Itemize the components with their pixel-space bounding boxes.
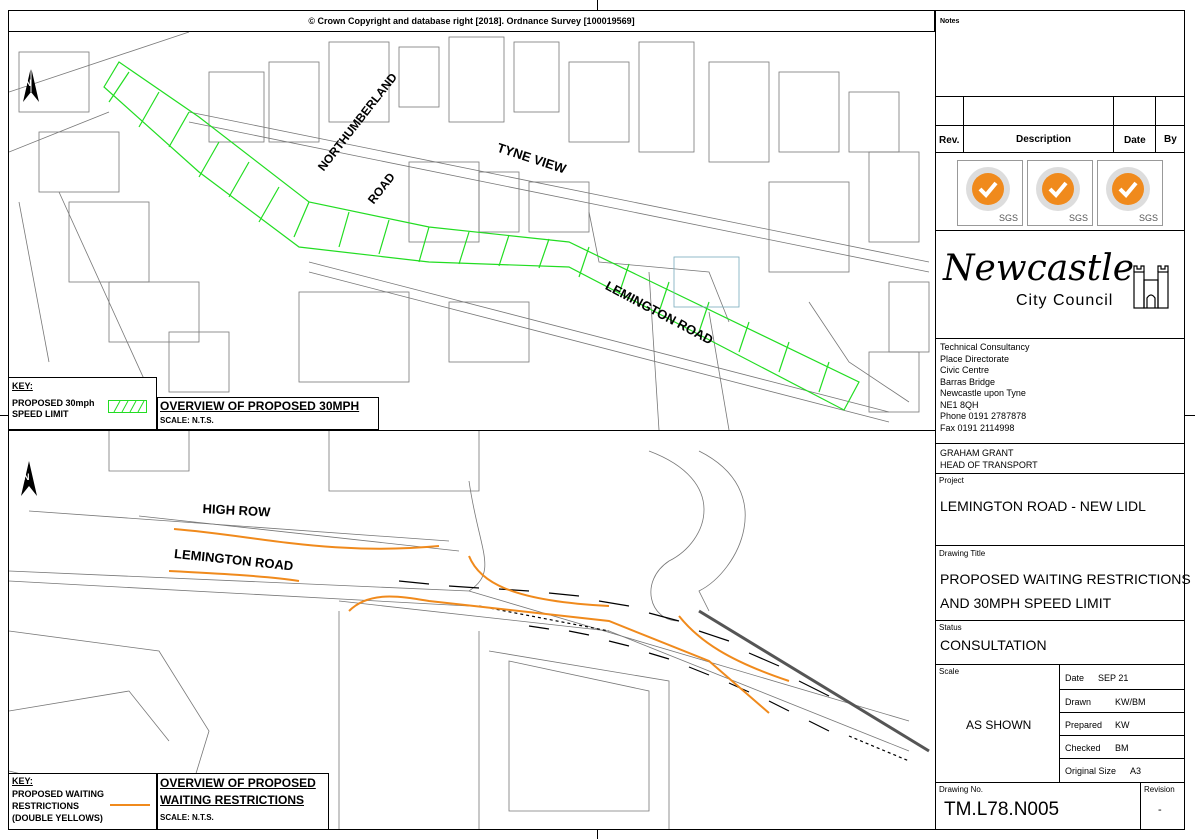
cert-badge-1-label: SGS xyxy=(998,213,1018,223)
top-key-swatch xyxy=(108,400,148,414)
castle-icon xyxy=(1130,258,1172,310)
drawing-no-value: TM.L78.N005 xyxy=(944,799,1060,820)
road-label-road: ROAD xyxy=(365,170,398,207)
drawing-no-label: Drawing No. xyxy=(939,785,984,794)
council-logo-wordmark: Newcastle xyxy=(943,248,1135,289)
project-value: LEMINGTON ROAD - NEW LIDL xyxy=(940,498,1146,514)
revision-label: Revision xyxy=(1144,785,1175,794)
bottom-key-swatch xyxy=(110,804,150,806)
road-label-tyne-view: TYNE VIEW xyxy=(495,140,569,177)
scale-label: Scale xyxy=(939,667,960,676)
drawing-no-divider xyxy=(935,782,1185,783)
border-tick-bottom xyxy=(597,830,598,839)
bottom-map-drawing xyxy=(9,431,935,829)
top-map-drawing xyxy=(9,32,935,430)
rev-table-row1 xyxy=(935,96,1185,126)
rev-header-description: Description xyxy=(1016,134,1072,145)
head-title: HEAD OF TRANSPORT xyxy=(940,460,1038,470)
svg-text:N: N xyxy=(25,78,32,88)
address-line: Barras Bridge xyxy=(940,376,996,387)
drawn-label: Drawn xyxy=(1065,697,1092,707)
meta-col-divider xyxy=(1059,664,1060,782)
meta-row-3 xyxy=(1059,735,1185,736)
status-value: CONSULTATION xyxy=(940,637,1047,653)
top-map xyxy=(9,32,935,430)
prepared-label: Prepared xyxy=(1065,720,1103,730)
address-line: NE1 8QH xyxy=(940,399,979,410)
drawn-value: KW/BM xyxy=(1115,697,1146,707)
rev-header-date: Date xyxy=(1124,135,1146,146)
road-label-lemington-road-bottom: LEMINGTON ROAD xyxy=(173,546,295,574)
border-tick-top xyxy=(597,0,598,10)
bottom-map xyxy=(9,431,935,829)
council-logo-subtitle: City Council xyxy=(1016,292,1114,309)
head-name: GRAHAM GRANT xyxy=(940,448,1014,458)
drawing-title-line2: AND 30MPH SPEED LIMIT xyxy=(940,595,1112,611)
top-map-scale: SCALE: N.T.S. xyxy=(160,416,214,425)
rev-header-by: By xyxy=(1164,134,1177,145)
scale-value: AS SHOWN xyxy=(966,718,1032,732)
rev-header-rev: Rev. xyxy=(939,135,960,146)
bottom-key-line2: RESTRICTIONS xyxy=(12,801,80,811)
cert-badge-3-label: SGS xyxy=(1138,213,1158,223)
cert-badge-3 xyxy=(1097,160,1163,226)
address-line: Fax 0191 2114998 xyxy=(940,422,1015,433)
address-line: Civic Centre xyxy=(940,365,990,375)
date-label: Date xyxy=(1065,673,1085,683)
north-arrow xyxy=(23,67,39,102)
meta-row-4 xyxy=(1059,758,1185,759)
svg-text:N: N xyxy=(23,472,30,482)
bottom-map-scale: SCALE: N.T.S. xyxy=(160,813,214,822)
size-value: A3 xyxy=(1130,766,1142,776)
rev-col-1 xyxy=(963,96,964,153)
road-label-high-row: HIGH ROW xyxy=(202,501,271,520)
bottom-key-line3: (DOUBLE YELLOWS) xyxy=(12,813,103,823)
revision-value: - xyxy=(1158,804,1162,816)
top-map-title: OVERVIEW OF PROPOSED 30MPH xyxy=(160,399,360,413)
status-label: Status xyxy=(939,623,962,632)
bottom-key-line1: PROPOSED WAITING xyxy=(12,789,105,799)
border-tick-right xyxy=(1185,415,1195,416)
drawing-title-line1: PROPOSED WAITING RESTRICTIONS xyxy=(940,571,1191,587)
road-label-lemington-road-top: LEMINGTON ROAD xyxy=(602,278,716,348)
cert-badge-1 xyxy=(957,160,1023,226)
logo-divider-top xyxy=(935,230,1185,231)
bottom-map-title-2: WAITING RESTRICTIONS xyxy=(160,793,304,807)
top-key-line1: PROPOSED 30mph xyxy=(12,398,95,408)
checked-label: Checked xyxy=(1065,743,1101,753)
cert-badge-2-label: SGS xyxy=(1068,213,1088,223)
road-label-northumberland: NORTHUMBERLAND xyxy=(315,70,400,174)
address-block xyxy=(940,342,1030,434)
top-key-title: KEY: xyxy=(12,381,33,391)
rev-col-3 xyxy=(1155,96,1156,153)
scale-divider xyxy=(935,664,1185,665)
bottom-map-title-1: OVERVIEW OF PROPOSED xyxy=(160,776,316,790)
drawing-title-label: Drawing Title xyxy=(939,549,986,558)
status-divider xyxy=(935,620,1185,621)
rev-col-2 xyxy=(1113,96,1114,153)
top-key-line2: SPEED LIMIT xyxy=(12,409,69,419)
north-arrow-bottom xyxy=(21,461,37,496)
bottom-key-title: KEY: xyxy=(12,776,33,786)
cert-badge-2 xyxy=(1027,160,1093,226)
head-divider xyxy=(935,443,1185,444)
revision-col-divider xyxy=(1140,782,1141,830)
drawing-title-divider xyxy=(935,545,1185,546)
checked-value: BM xyxy=(1115,743,1129,753)
speed-limit-zone xyxy=(104,62,859,410)
address-line: Phone 0191 2787878 xyxy=(940,411,1027,421)
address-line: Newcastle upon Tyne xyxy=(940,388,1026,398)
notes-label: Notes xyxy=(940,18,960,25)
size-label: Original Size xyxy=(1065,766,1117,776)
meta-row-1 xyxy=(1059,689,1185,690)
logo-divider-bottom xyxy=(935,338,1185,339)
address-line: Technical Consultancy xyxy=(940,342,1030,352)
border-tick-left xyxy=(0,415,8,416)
project-label: Project xyxy=(939,476,964,485)
prepared-value: KW xyxy=(1115,720,1130,730)
address-line: Place Directorate xyxy=(940,353,1010,364)
date-value: SEP 21 xyxy=(1098,673,1129,683)
copyright-text: © Crown Copyright and database right [2018]. Ordnance Survey [100019569] xyxy=(308,16,635,26)
meta-row-2 xyxy=(1059,712,1185,713)
project-divider xyxy=(935,473,1185,474)
